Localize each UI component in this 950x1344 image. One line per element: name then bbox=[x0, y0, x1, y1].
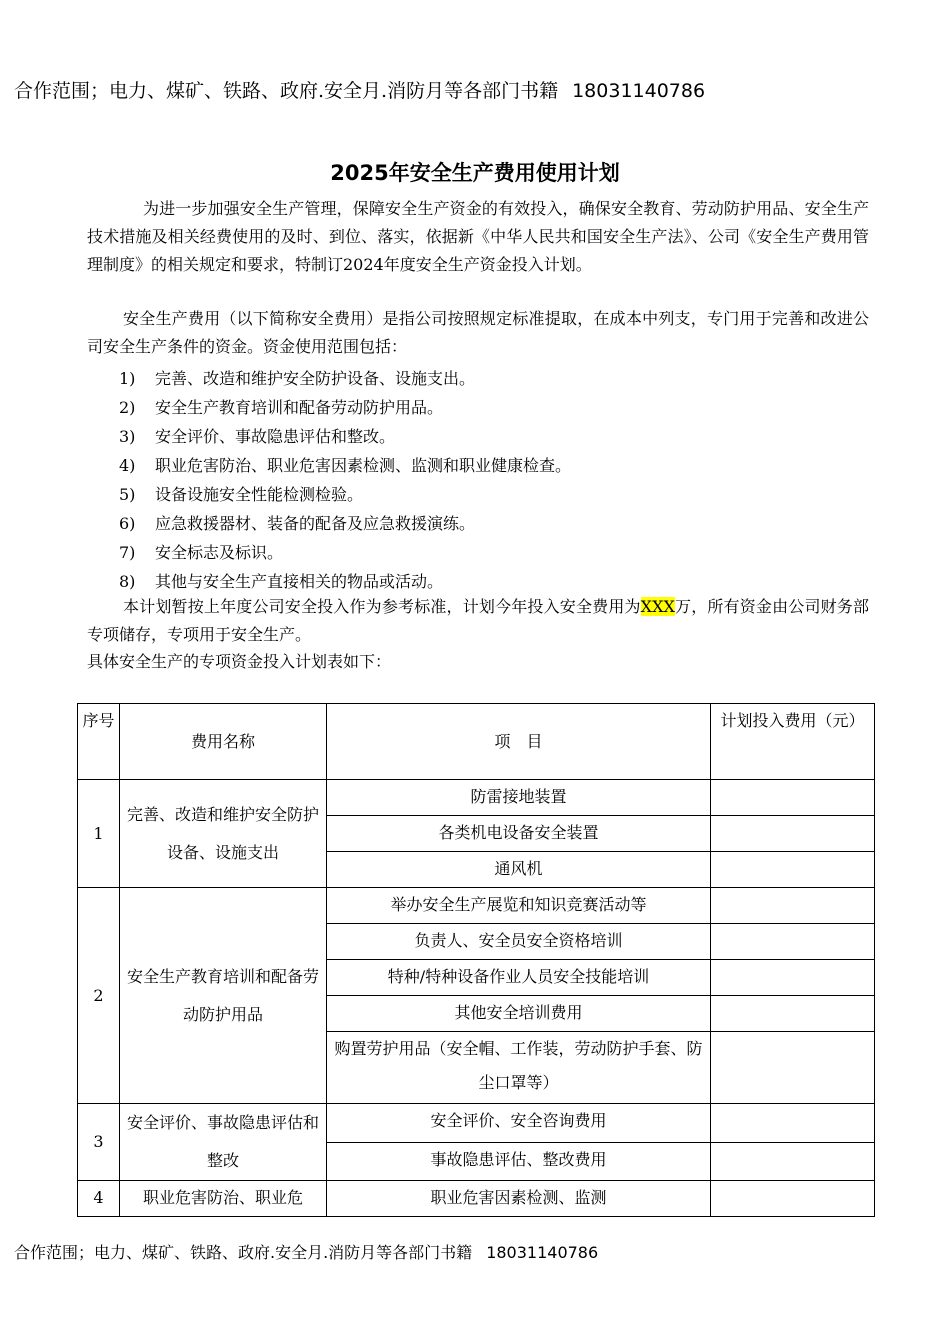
list-item: 6) 应急救援器材、装备的配备及应急救援演练。 bbox=[119, 514, 476, 533]
table-header-row bbox=[78, 704, 875, 780]
seq-cell: 3 bbox=[78, 1104, 120, 1181]
item-cell: 各类机电设备安全装置 bbox=[327, 816, 711, 852]
table-row bbox=[78, 1104, 875, 1143]
list-item: 1) 完善、改造和维护安全防护设备、设施支出。 bbox=[119, 369, 476, 388]
table-row bbox=[78, 1181, 875, 1217]
header-name: 费用名称 bbox=[120, 704, 327, 780]
cost-name-cell: 安全生产教育培训和配备劳动防护用品 bbox=[120, 888, 327, 1104]
item-cell: 职业危害因素检测、监测 bbox=[327, 1181, 711, 1217]
header-phone: 18031140786 bbox=[572, 80, 706, 102]
item-cell: 负责人、安全员安全资格培训 bbox=[327, 924, 711, 960]
table-row bbox=[78, 780, 875, 816]
seq-cell: 2 bbox=[78, 888, 120, 1104]
list-item: 4) 职业危害防治、职业危害因素检测、监测和职业健康检查。 bbox=[119, 456, 572, 475]
cost-cell[interactable] bbox=[711, 1104, 875, 1143]
document-title: 2025年安全生产费用使用计划 bbox=[330, 161, 620, 185]
item-cell: 其他安全培训费用 bbox=[327, 996, 711, 1032]
cost-cell[interactable] bbox=[711, 852, 875, 888]
cost-name-cell: 安全评价、事故隐患评估和整改 bbox=[120, 1104, 327, 1181]
list-item: 2) 安全生产教育培训和配备劳动防护用品。 bbox=[119, 398, 444, 417]
header-item: 项 目 bbox=[327, 704, 711, 780]
list-item: 5) 设备设施安全性能检测检验。 bbox=[119, 485, 364, 504]
cost-cell[interactable] bbox=[711, 1181, 875, 1217]
table-intro: 具体安全生产的专项资金投入计划表如下： bbox=[87, 652, 392, 671]
item-cell: 举办安全生产展览和知识竞赛活动等 bbox=[327, 888, 711, 924]
cost-cell[interactable] bbox=[711, 996, 875, 1032]
footer-phone: 18031140786 bbox=[486, 1243, 599, 1262]
cost-cell[interactable] bbox=[711, 960, 875, 996]
budget-amount-highlight: XXX bbox=[640, 597, 675, 616]
list-item: 7) 安全标志及标识。 bbox=[119, 543, 284, 562]
cost-cell[interactable] bbox=[711, 816, 875, 852]
cost-name-cell: 职业危害防治、职业危 bbox=[120, 1181, 327, 1217]
item-cell: 通风机 bbox=[327, 852, 711, 888]
cost-name-cell: 完善、改造和维护安全防护设备、设施支出 bbox=[120, 780, 327, 888]
funding-plan-table bbox=[77, 703, 875, 1217]
header-seq: 序号 bbox=[78, 704, 120, 780]
cost-cell[interactable] bbox=[711, 1142, 875, 1181]
scope-list bbox=[119, 364, 571, 596]
page-header bbox=[14, 76, 705, 103]
item-cell: 防雷接地装置 bbox=[327, 780, 711, 816]
table-row bbox=[78, 888, 875, 924]
page-footer bbox=[14, 1240, 598, 1263]
header-scope: 合作范围；电力、煤矿、铁路、政府.安全月.消防月等各部门书籍 bbox=[14, 80, 559, 102]
intro-paragraph: 为进一步加强安全生产管理，保障安全生产资金的有效投入，确保安全教育、劳动防护用品、安全生产技术措施及相关经费使用的及时、到位、落实，依据新《中华人民共和国安全生产法》、公司《安全生产费用管理制度》的相关规定和要求，特制订2024年度安全生产资金投入计划。 bbox=[87, 199, 869, 274]
seq-cell: 1 bbox=[78, 780, 120, 888]
item-cell: 事故隐患评估、整改费用 bbox=[327, 1142, 711, 1181]
list-item: 3) 安全评价、事故隐患评估和整改。 bbox=[119, 427, 396, 446]
budget-paragraph: 本计划暂按上年度公司安全投入作为参考标准，计划今年投入安全费用为XXX万，所有资金由公司财务部专项储存，专项用于安全生产。 bbox=[87, 597, 869, 644]
cost-cell[interactable] bbox=[711, 780, 875, 816]
definition-paragraph: 安全生产费用（以下简称安全费用）是指公司按照规定标准提取，在成本中列支，专门用于完善和改进公司安全生产条件的资金。资金使用范围包括： bbox=[87, 309, 869, 356]
list-item: 8) 其他与安全生产直接相关的物品或活动。 bbox=[119, 572, 444, 591]
footer-scope: 合作范围；电力、煤矿、铁路、政府.安全月.消防月等各部门书籍 bbox=[14, 1243, 473, 1262]
cost-cell[interactable] bbox=[711, 1032, 875, 1104]
item-cell: 特种/特种设备作业人员安全技能培训 bbox=[327, 960, 711, 996]
header-cost: 计划投入费用（元） bbox=[711, 704, 875, 780]
item-cell: 安全评价、安全咨询费用 bbox=[327, 1104, 711, 1143]
seq-cell: 4 bbox=[78, 1181, 120, 1217]
cost-cell[interactable] bbox=[711, 888, 875, 924]
item-cell: 购置劳护用品（安全帽、工作装，劳动防护手套、防尘口罩等） bbox=[327, 1032, 711, 1104]
cost-cell[interactable] bbox=[711, 924, 875, 960]
